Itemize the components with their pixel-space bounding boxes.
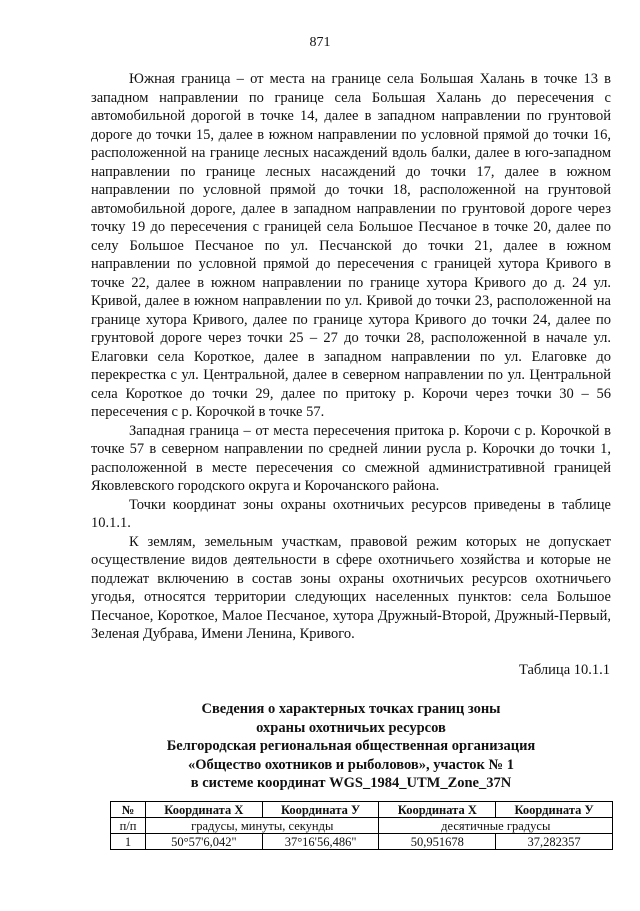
cell-number: 1 bbox=[111, 834, 146, 850]
coordinates-table bbox=[110, 801, 613, 850]
subheader-number: п/п bbox=[111, 818, 146, 834]
header-coord-x-dms: Координата X bbox=[146, 802, 263, 818]
heading-line-1: Сведения о характерных точках границ зоны bbox=[201, 701, 501, 717]
cell-coord-y-dms: 37°16'56,486" bbox=[262, 834, 379, 850]
cell-coord-x-dms: 50°57'6,042" bbox=[146, 834, 263, 850]
paragraph-west-border: Западная граница – от места пересечения притока р. Корочи с р. Корочкой в точке 57 в северном направлении по средней линии русла р. Корочки до точки 1, расположенной в месте пересечения со смежной административной границей Яковлевского городского округа и Корочанского района. bbox=[91, 422, 611, 494]
cell-coord-x-decimal: 50,951678 bbox=[379, 834, 496, 850]
page-number: 871 bbox=[309, 35, 331, 50]
paragraph-excluded-lands: К землям, земельным участкам, правовой режим которых не допускает осуществление видов деятельности в сфере охотничьего хозяйства и которые не подлежат включению в состав зоны охраны охотничьих ресурсов охотничьего угодья, относятся территории следующих населенных пунктов: села Большое Песчаное, Короткое, Малое Песчаное, хутора Дружный-Второй, Дружный-Первый, Зеленая Дубрава, Имени Ленина, Кривого. bbox=[91, 533, 611, 642]
header-coord-y-decimal: Координата У bbox=[496, 802, 613, 818]
table-row bbox=[111, 834, 613, 850]
cell-coord-y-decimal: 37,282357 bbox=[496, 834, 613, 850]
heading-line-5: в системе координат WGS_1984_UTM_Zone_37N bbox=[190, 775, 512, 791]
heading-line-3: Белгородская региональная общественная организация bbox=[166, 738, 536, 754]
heading-line-4: «Общество охотников и рыболовов», участок № 1 bbox=[188, 756, 514, 773]
heading-line-2: охраны охотничьих ресурсов bbox=[256, 719, 446, 736]
header-coord-x-decimal: Координата X bbox=[379, 802, 496, 818]
table-subheader-row bbox=[111, 818, 613, 834]
header-coord-y-dms: Координата У bbox=[262, 802, 379, 818]
paragraph-south-border: Южная граница – от места на границе села Большая Халань в точке 13 в западном направлении по границе села Большая Халань до пересечения с автомобильной дорогой в точке 14, далее в западном направлении по грунтовой дороге до точки 15, далее в южном направлении по условной прямой до точки 16, расположенной на границе лесных насаждений вдоль балки, далее в юго-западном направлении по границе лесных насаждений до точки 17, далее в южном направлении по условной прямой до точки 18, расположенной на грунтовой автомобильной дороге, далее в западном направлении по грунтовой дороге через точку 19 до пересечения с границей села Большое Песчаное в точке 20, далее по селу Большое Песчаное по ул. Песчанской до точки 21, далее в южном направлении по условной прямой до пересечения с границей хутора Кривого в точке 22, далее в южном направлении по границе хутора Кривого до д. 24 ул. Кривой, далее в южном направлении по ул. Кривой до точки 23, расположенной на границе хутора Кривого, далее по границе хутора Кривого до точки 24, далее по грунтовой дороге через точки 25 – 27 до точки 28, расположенной в начале ул. Елаговки села Короткое, далее в западном направлении по ул. Елаговке до перекрестка с ул. Центральной, далее в северном направлении по ул. Центральной села Короткое до точки 29, далее по притоку р. Корочи через точки 30 – 56 пересечения с р. Корочкой в точке 57. bbox=[91, 71, 611, 420]
subheader-dms: градусы, минуты, секунды bbox=[146, 818, 379, 834]
body-text bbox=[91, 70, 611, 644]
table-label: Таблица 10.1.1 bbox=[518, 662, 610, 678]
table-header-row bbox=[111, 802, 613, 818]
paragraph-points-reference: Точки координат зоны охраны охотничьих ресурсов приведены в таблице 10.1.1. bbox=[91, 496, 611, 531]
header-number: № bbox=[111, 802, 146, 818]
subheader-decimal: десятичные градусы bbox=[379, 818, 613, 834]
table-heading bbox=[91, 700, 611, 793]
